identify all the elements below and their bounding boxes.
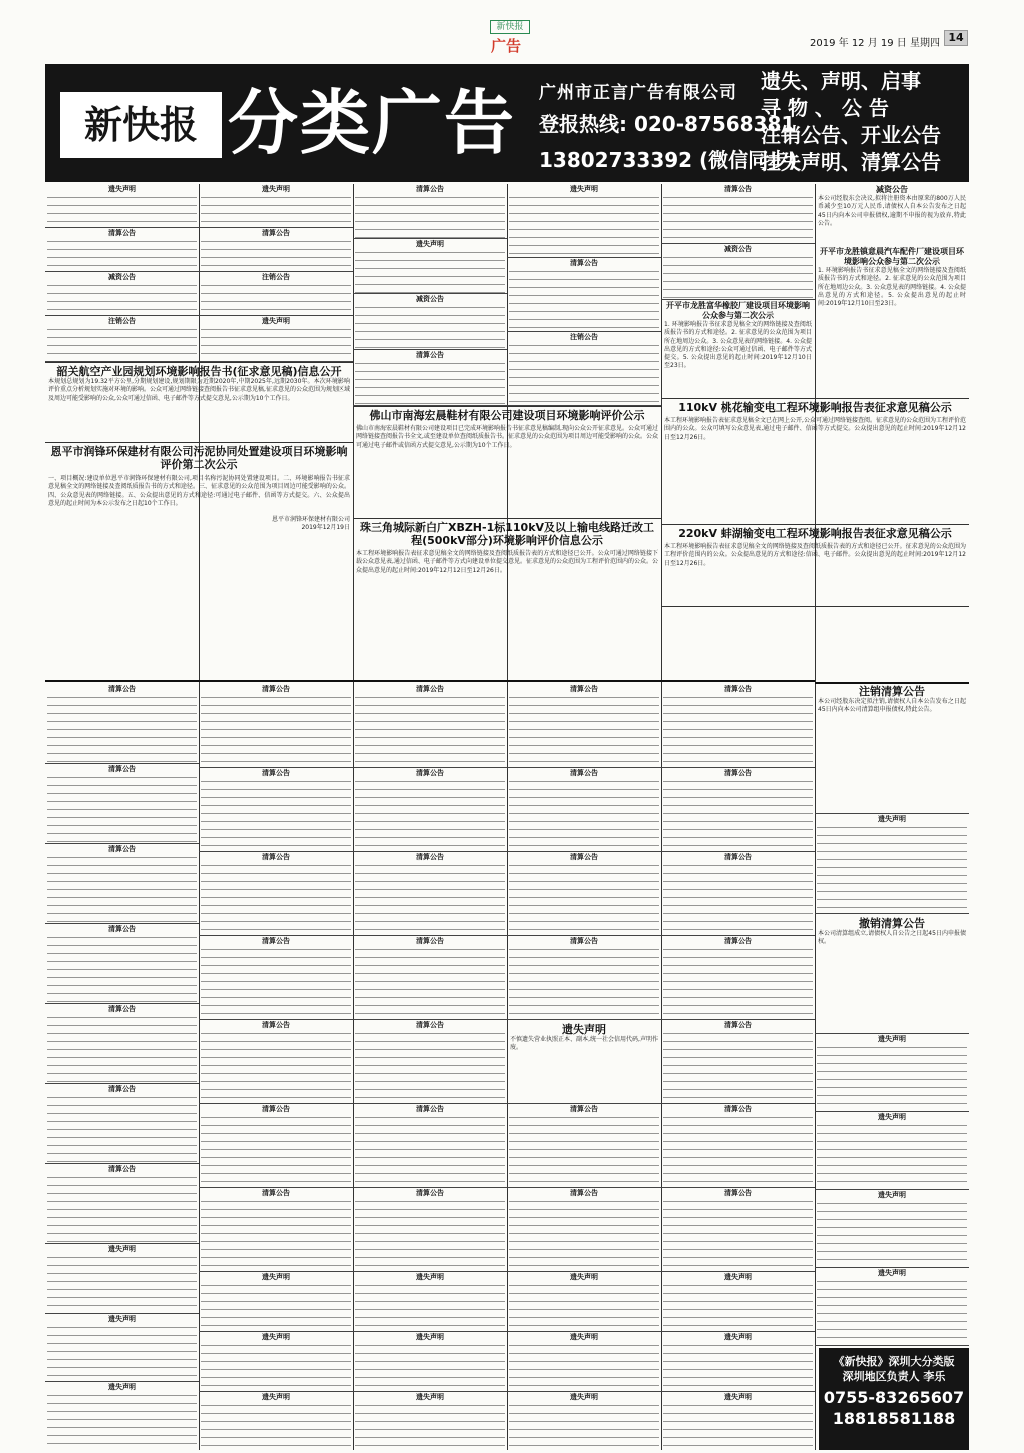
- banner-title: 分类广告: [228, 81, 516, 164]
- substation-110kv-notice: [661, 400, 969, 524]
- notice-title: 注销公告: [570, 333, 598, 341]
- hotline: [539, 108, 795, 137]
- contact-phone: 0755-83265607: [823, 1388, 965, 1407]
- notice-title: 清算公告: [262, 1189, 290, 1197]
- airport-plan-notice: [45, 364, 353, 442]
- notice-block: [199, 272, 353, 316]
- category-line: 挂失声明、清算公告: [761, 150, 941, 174]
- revoke-liquidation-notice: [815, 916, 969, 1034]
- notice-title: 清算公告: [416, 185, 444, 193]
- notice-title: 遗失声明: [878, 1269, 906, 1277]
- notice-block: [353, 184, 507, 239]
- kaiping-rubber-title: 开平市龙胜富华橡胶厂建设项目环境影响公众参与第二次公示: [666, 301, 810, 320]
- airport-notice-title: 韶关航空产业园规划环境影响报告书(征求意见稿)信息公开: [56, 365, 342, 378]
- category-line: 寻 物 、 公 告: [761, 96, 889, 120]
- deregistration-notice: [815, 684, 969, 814]
- notice-title: 清算公告: [570, 1105, 598, 1113]
- power-line-notice: [353, 520, 661, 680]
- notice-block: [661, 184, 815, 244]
- notice-title: 遗失声明: [570, 185, 598, 193]
- notice-title: 遗失声明: [416, 1273, 444, 1281]
- notice-title: 清算公告: [108, 1085, 136, 1093]
- notice-title: 清算公告: [108, 765, 136, 773]
- issue-date: 2019 年 12 月 19 日 星期四: [810, 38, 940, 49]
- capital-reduction-body: 本公司经股东会决议,拟将注册资本由原来的800万人民币减少至10万元人民币,请债权人自本公告发布之日起45日内向本公司申报债权,逾期不申报的视为放弃,特此公告。: [818, 195, 966, 227]
- notice-title: 遗失声明: [724, 1393, 752, 1401]
- notice-title: 遗失声明: [262, 1273, 290, 1281]
- notice-title: 清算公告: [262, 769, 290, 777]
- notice-block: [353, 294, 507, 350]
- mobile-number: 13802733392 (微信同步): [539, 148, 798, 172]
- kaiping-auto-title: 开平市龙胜镇意晨汽车配件厂建设项目环境影响公众参与第二次公示: [820, 247, 964, 266]
- contact-manager: 深圳地区负责人 李乐: [842, 1370, 946, 1383]
- notice-block: [661, 244, 815, 300]
- capital-reduction-title: 减资公告: [876, 185, 908, 194]
- foshan-notice-body: 佛山市南海宏晨鞋材有限公司建设项目已完成环境影响报告书征求意见稿编制,现向公众公开征求意见。公众可通过网络链接查阅报告书全文,或至建设单位查阅纸质报告书。征求意见的公众范围为项目周边可能受影响的公众。公众可通过电子邮件或信函方式提交意见,公示期为10个工作日。: [356, 425, 658, 449]
- contact-mobile: 18818581188: [832, 1409, 956, 1428]
- notice-title: 清算公告: [262, 853, 290, 861]
- notice-title: 清算公告: [262, 229, 290, 237]
- notice-title: 减资公告: [724, 245, 752, 253]
- notice-title: 减资公告: [108, 273, 136, 281]
- notice-title: 清算公告: [570, 259, 598, 267]
- power-line-title: 珠三角城际新白广XBZH-1标110kV及以上输电线路迁改工程(500kV部分)环境影响评价信息公示: [359, 521, 655, 547]
- notice-title: 遗失声明: [416, 1333, 444, 1341]
- substation-220kv-notice: [661, 526, 969, 680]
- hotline-number: 020-87568381: [633, 112, 796, 136]
- notice-title: 清算公告: [416, 685, 444, 693]
- notice-title: 遗失声明: [108, 1383, 136, 1391]
- capital-reduction-notice: [815, 184, 969, 244]
- notice-title: 遗失声明: [724, 1273, 752, 1281]
- notice-title: 清算公告: [262, 1105, 290, 1113]
- notice-title: 清算公告: [262, 937, 290, 945]
- notice-title: 遗失声明: [262, 317, 290, 325]
- notice-title: 清算公告: [724, 1105, 752, 1113]
- notice-title: 遗失声明: [262, 1393, 290, 1401]
- notice-title: 清算公告: [416, 769, 444, 777]
- notice-title: 清算公告: [570, 1189, 598, 1197]
- notice-title: 清算公告: [416, 1189, 444, 1197]
- notice-title: 清算公告: [416, 1105, 444, 1113]
- notice-title: 遗失声明: [570, 1333, 598, 1341]
- top-strip: [0, 0, 1024, 64]
- lost-notice-title: 遗失声明: [562, 1023, 606, 1036]
- notice-title: 清算公告: [108, 229, 136, 237]
- enping-project-notice: [45, 444, 353, 680]
- notice-title: 清算公告: [570, 937, 598, 945]
- notice-title: 清算公告: [570, 769, 598, 777]
- category-line: 注销公告、开业公告: [761, 123, 941, 147]
- section-name: 广告: [491, 37, 522, 55]
- enping-notice-body: 一、项目概况:建设单位恩平市润锋环保建材有限公司,项目名称污泥协同处置建设项目。二、环境影响报告书征求意见稿全文的网络链接及查阅纸质报告书的方式和途径。三、征求意见的公众范围为项目周边可能受影响的公众。四、公众意见表的网络链接。五、公众提出意见的方式和途径:可通过电子邮件、信函等方式提交。六、公众提出意见的起止时间为本公示发布之日起10个工作日。: [48, 475, 350, 507]
- notice-title: 遗失声明: [108, 185, 136, 193]
- notice-title: 遗失声明: [262, 1333, 290, 1341]
- notice-block: [507, 184, 661, 258]
- revoke-liquidation-body: 本公司清算组成立,请债权人自公告之日起45日内申报债权。: [818, 930, 966, 946]
- notice-title: 注销公告: [108, 317, 136, 325]
- classified-banner: [45, 64, 969, 182]
- substation-110kv-body: 本工程环境影响报告表征求意见稿全文已在网上公开,公众可通过网络链接查阅。征求意见的公众范围为工程评价范围内的公众。公众可填写公众意见表,通过电子邮件、信函等方式提交。公众提出意见的起止时间:2019年12月12日至12月26日。: [664, 417, 966, 441]
- notice-title: 遗失声明: [878, 815, 906, 823]
- lost-notice: [507, 1022, 661, 1104]
- notice-title: 清算公告: [416, 1021, 444, 1029]
- notice-title: 遗失声明: [570, 1393, 598, 1401]
- notice-title: 清算公告: [262, 1021, 290, 1029]
- classified-body: [45, 184, 969, 1450]
- deregistration-body: 本公司经股东决定拟注销,请债权人自本公告发布之日起45日内向本公司清算组申报债权,特此公告。: [818, 698, 966, 714]
- contact-title: 《新快报》深圳大分类版: [833, 1355, 955, 1368]
- notice-title: 清算公告: [108, 845, 136, 853]
- substation-220kv-title: 220kV 蚌湖输变电工程环境影响报告表征求意见稿公示: [678, 527, 952, 540]
- notice-block: [199, 316, 353, 362]
- notice-title: 清算公告: [108, 1005, 136, 1013]
- notice-title: 清算公告: [570, 853, 598, 861]
- notice-title: 遗失声明: [416, 1393, 444, 1401]
- category-line: 遗失、声明、启事: [761, 69, 921, 93]
- enping-date: 2019年12月19日: [301, 524, 350, 532]
- notice-title: 清算公告: [108, 1165, 136, 1173]
- notice-block: [199, 184, 353, 228]
- notice-title: 遗失声明: [878, 1113, 906, 1121]
- kaiping-rubber-body: 1. 环境影响报告书征求意见稿全文的网络链接及查阅纸质报告书的方式和途径。2. 征求意见的公众范围为项目所在地周边公众。3. 公众意见表的网络链接。4. 公众提出意见的方式和途径:公众可通过信函、电子邮件等方式提交。5. 公众提出意见的起止时间:2019年12月10日至23日。: [664, 321, 812, 370]
- notice-title: 清算公告: [724, 1189, 752, 1197]
- hotline-label: 登报热线:: [539, 112, 627, 136]
- power-line-body: 本工程环境影响报告表征求意见稿全文的网络链接及查阅纸质报告表的方式和途径已公开。公众可通过网络链接下载公众意见表,通过信函、电子邮件等方式向建设单位提交意见。征求意见的公众范围为工程评价范围内的公众。公众提出意见的起止时间:2019年12月12日至12月26日。: [356, 550, 658, 574]
- revoke-liquidation-title: 撤销清算公告: [859, 917, 925, 930]
- notice-block: [353, 239, 507, 294]
- shenzhen-contact-box: [819, 1348, 969, 1450]
- notice-title: 清算公告: [570, 685, 598, 693]
- notice-title: 清算公告: [724, 769, 752, 777]
- notice-title: 清算公告: [108, 925, 136, 933]
- notice-title: 遗失声明: [878, 1035, 906, 1043]
- notice-title: 遗失声明: [724, 1333, 752, 1341]
- ad-categories: [761, 68, 966, 176]
- notice-title: 遗失声明: [108, 1315, 136, 1323]
- notice-block: [507, 258, 661, 332]
- substation-110kv-title: 110kV 桃花输变电工程环境影响报告表征求意见稿公示: [678, 401, 952, 414]
- notice-title: 清算公告: [262, 685, 290, 693]
- foshan-project-notice: [353, 408, 661, 518]
- notice-block: [45, 184, 199, 228]
- notice-title: 清算公告: [724, 1021, 752, 1029]
- foshan-notice-title: 佛山市南海宏晨鞋材有限公司建设项目环境影响评价公示: [369, 409, 645, 422]
- notice-title: 清算公告: [724, 185, 752, 193]
- notice-title: 注销公告: [262, 273, 290, 281]
- notice-block: [45, 272, 199, 316]
- notice-block: [45, 316, 199, 362]
- notice-title: 清算公告: [108, 685, 136, 693]
- page-number: 14: [944, 30, 968, 46]
- notice-title: 遗失声明: [416, 240, 444, 248]
- notice-title: 减资公告: [416, 295, 444, 303]
- notice-title: 清算公告: [724, 685, 752, 693]
- kaiping-auto-body: 1. 环境影响报告书征求意见稿全文的网络链接及查阅纸质报告书的方式和途径。2. 征求意见的公众范围为项目所在地周边公众。3. 公众意见表的网络链接。4. 公众提出意见的方式和途径。5. 公众提出意见的起止时间:2019年12月10日至23日。: [818, 267, 966, 308]
- enping-signature: 恩平市润锋环保建材有限公司: [271, 516, 350, 524]
- notice-title: 清算公告: [724, 853, 752, 861]
- notice-title: 清算公告: [416, 853, 444, 861]
- notice-title: 遗失声明: [570, 1273, 598, 1281]
- masthead-brand: 新快报: [490, 20, 530, 34]
- newspaper-logo: 新快报: [60, 92, 222, 158]
- enping-notice-title: 恩平市润锋环保建材有限公司污泥协同处置建设项目环境影响评价第二次公示: [50, 445, 348, 471]
- kaiping-rubber-notice: [661, 300, 815, 398]
- agency-name: 广州市正言广告有限公司: [539, 83, 737, 103]
- deregistration-title: 注销清算公告: [859, 685, 925, 698]
- substation-220kv-body: 本工程环境影响报告表征求意见稿全文的网络链接及查阅纸质报告表的方式和途径已公开。征求意见的公众范围为工程评价范围内的公众。公众提出意见的方式和途径:信函、电子邮件。公众提出意见的起止时间:2019年12月12日至12月26日。: [664, 543, 966, 567]
- kaiping-auto-notice: [815, 246, 969, 398]
- lost-notice-body: 不慎遗失营业执照正本、副本,统一社会信用代码,声明作废。: [510, 1036, 658, 1052]
- notice-block: [507, 332, 661, 406]
- notice-block: [45, 228, 199, 272]
- notice-title: 清算公告: [416, 351, 444, 359]
- notice-block: [199, 228, 353, 272]
- notice-title: 清算公告: [724, 937, 752, 945]
- notice-title: 遗失声明: [108, 1245, 136, 1253]
- notice-title: 遗失声明: [262, 185, 290, 193]
- airport-notice-body: 本规划总规划为19.32平方公里,分期规划建设,规划期限为近期2020年,中期2025年,远期2030年。本次环境影响评价重点分析规划实施对环境的影响。公众可通过网络链接查阅报告书征求意见稿,征求意见的公众范围为规划区域及周边可能受影响的公众,公众可通过信函、电子邮件等方式提交意见,公示期为10个工作日。: [48, 378, 350, 402]
- notice-title: 遗失声明: [878, 1191, 906, 1199]
- notice-block: [353, 350, 507, 406]
- notice-title: 清算公告: [416, 937, 444, 945]
